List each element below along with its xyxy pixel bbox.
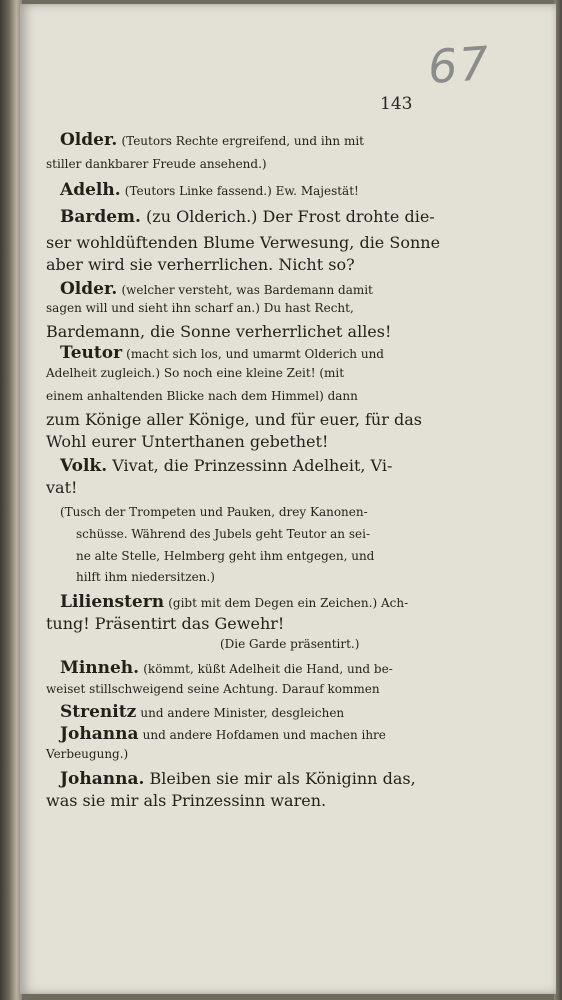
text-line: was sie mir als Prinzessinn waren. [46, 791, 327, 810]
text-line: vat! [46, 478, 78, 497]
text-line: sagen will und sieht ihn scharf an.) Du hast Recht, [46, 301, 354, 315]
text-line: schüsse. Während des Jubels geht Teutor an sei- [76, 527, 371, 541]
text-line: Adelh. (Teutors Linke fassend.) Ew. Majestät! [60, 180, 359, 200]
text-line: Adelheit zugleich.) So noch eine kleine Zeit! (mit [46, 366, 345, 380]
text-line: Strenitz und andere Minister, desgleichen [60, 702, 345, 722]
text-line: ne alte Stelle, Helmberg geht ihm entgegen, und [76, 549, 375, 563]
text-line: Volk. Vivat, die Prinzessinn Adelheit, Vi- [60, 456, 393, 476]
text-line: Teutor (macht sich los, und umarmt Olderich und [60, 343, 384, 363]
text-line: Bardemann, die Sonne verherrlichet alles! [46, 322, 392, 341]
text-line: aber wird sie verherrlichen. Nicht so? [46, 255, 355, 274]
text-line: Bardem. (zu Olderich.) Der Frost drohte die- [60, 207, 435, 227]
book-binding-edge [0, 0, 22, 1000]
text-line: tung! Präsentirt das Gewehr! [46, 614, 285, 633]
page-number: 143 [380, 94, 413, 114]
book-page [20, 4, 556, 994]
text-line: Minneh. (kömmt, küßt Adelheit die Hand, und be- [60, 658, 393, 678]
pencil-page-note: 67 [426, 35, 493, 95]
text-line: ser wohldüftenden Blume Verwesung, die Sonne [46, 233, 441, 252]
text-line: stiller dankbarer Freude ansehend.) [46, 157, 267, 171]
text-line: Johanna und andere Hofdamen und machen ihre [60, 724, 386, 744]
text-line: (Tusch der Trompeten und Pauken, drey Kanonen- [60, 505, 368, 519]
text-line: Lilienstern (gibt mit dem Degen ein Zeichen.) Ach- [60, 592, 409, 612]
text-line: (Die Garde präsentirt.) [220, 637, 360, 651]
text-line: Johanna. Bleiben sie mir als Königinn das, [60, 769, 416, 789]
text-line: Older. (welcher versteht, was Bardemann damit [60, 279, 373, 299]
text-line: weiset stillschweigend seine Achtung. Darauf kommen [46, 682, 380, 696]
text-line: einem anhaltenden Blicke nach dem Himmel) dann [46, 389, 358, 403]
text-line: zum Könige aller Könige, und für euer, für das [46, 410, 422, 429]
text-line: hilft ihm niedersitzen.) [76, 570, 215, 584]
text-line: Verbeugung.) [46, 747, 129, 761]
text-line: Older. (Teutors Rechte ergreifend, und ihn mit [60, 130, 364, 150]
text-line: Wohl eurer Unterthanen gebethet! [46, 432, 329, 451]
